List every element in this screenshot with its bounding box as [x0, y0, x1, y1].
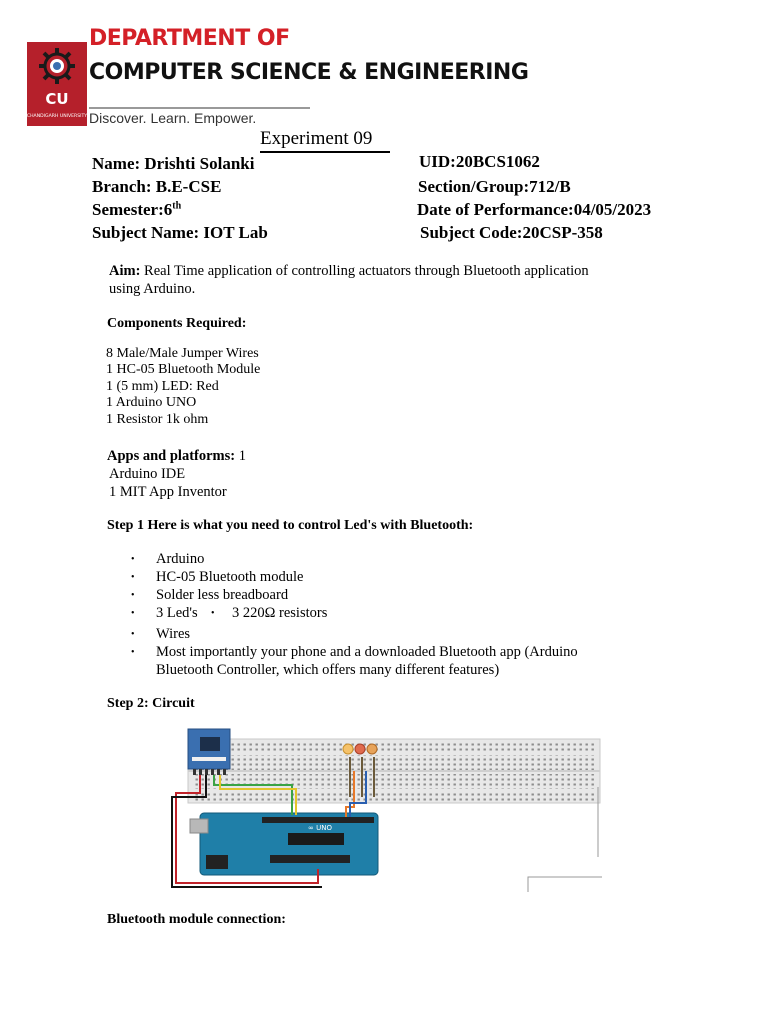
component-item: 8 Male/Male Jumper Wires — [106, 346, 259, 361]
semester-sup: th — [172, 200, 182, 212]
arduino-board — [200, 813, 378, 875]
aim-line2: using Arduino. — [109, 281, 196, 297]
hc05-module — [188, 729, 230, 775]
bullet-item: 3 Led's — [156, 605, 198, 621]
header-divider — [89, 107, 310, 109]
bullet-dot: • — [131, 590, 135, 601]
aim-label: Aim: — [109, 263, 141, 279]
university-logo — [27, 42, 87, 126]
bullet-dot: • — [131, 647, 135, 658]
section-group: Section/Group:712/B — [418, 177, 571, 196]
bullet-item: Wires — [156, 626, 191, 642]
bullet-item: 3 220Ω resistors — [232, 605, 328, 621]
semester — [92, 200, 181, 220]
bluetooth-connection-heading: Bluetooth module connection: — [107, 912, 286, 927]
subject-name: Subject Name: IOT Lab — [92, 223, 268, 242]
student-uid: UID:20BCS1062 — [419, 152, 540, 171]
component-item: 1 Resistor 1k ohm — [106, 412, 209, 427]
bullet-item: HC-05 Bluetooth module — [156, 569, 304, 585]
dept-line1: DEPARTMENT OF — [89, 26, 290, 51]
component-item: 1 HC-05 Bluetooth Module — [106, 362, 261, 377]
bullet-dot: • — [131, 608, 135, 619]
semester-label: Semester:6 — [92, 200, 173, 219]
title-underline — [260, 151, 390, 153]
apps-label: Apps and platforms: — [107, 448, 236, 464]
app-item: Arduino IDE — [109, 466, 186, 482]
svg-text:∞ UNO: ∞ UNO — [308, 824, 332, 832]
logo-cu-text: CU — [45, 90, 69, 108]
usb-port — [190, 819, 208, 833]
bullet-item: Arduino — [156, 551, 205, 567]
subject-code: Subject Code:20CSP-358 — [420, 223, 603, 242]
components-heading: Components Required: — [107, 316, 247, 331]
bullet-dot: • — [131, 629, 135, 640]
apps-line — [107, 447, 246, 465]
app-item: 1 MIT App Inventor — [109, 484, 227, 500]
aim-line1 — [109, 262, 589, 280]
breadboard — [188, 739, 600, 803]
logo-subtext: CHANDIGARH UNIVERSITY — [27, 114, 87, 119]
date-of-performance: Date of Performance:04/05/2023 — [417, 200, 652, 219]
led-icon — [343, 744, 377, 754]
step2-heading: Step 2: Circuit — [107, 696, 195, 711]
student-name: Name: Drishti Solanki — [92, 154, 255, 173]
branch: Branch: B.E-CSE — [92, 177, 222, 196]
dept-line2: COMPUTER SCIENCE & ENGINEERING — [89, 60, 529, 85]
circuit-diagram — [170, 727, 602, 892]
apps-count: 1 — [235, 448, 246, 464]
bullet-dot: • — [131, 572, 135, 583]
bullet-item: Most importantly your phone and a downloaded Bluetooth app (Arduino — [156, 644, 578, 660]
bullet-dot: • — [211, 608, 215, 619]
component-item: 1 Arduino UNO — [106, 395, 197, 410]
tagline: Discover. Learn. Empower. — [89, 110, 257, 126]
aim-text: Real Time application of controlling actuators through Bluetooth application — [140, 263, 589, 279]
bullet-dot: • — [131, 554, 135, 565]
bullet-item: Solder less breadboard — [156, 587, 289, 603]
page-title: Experiment 09 — [260, 128, 373, 149]
bullet-item-continued: Bluetooth Controller, which offers many different features) — [156, 662, 500, 678]
step1-heading: Step 1 Here is what you need to control Led's with Bluetooth: — [107, 518, 474, 533]
component-item: 1 (5 mm) LED: Red — [106, 379, 219, 394]
